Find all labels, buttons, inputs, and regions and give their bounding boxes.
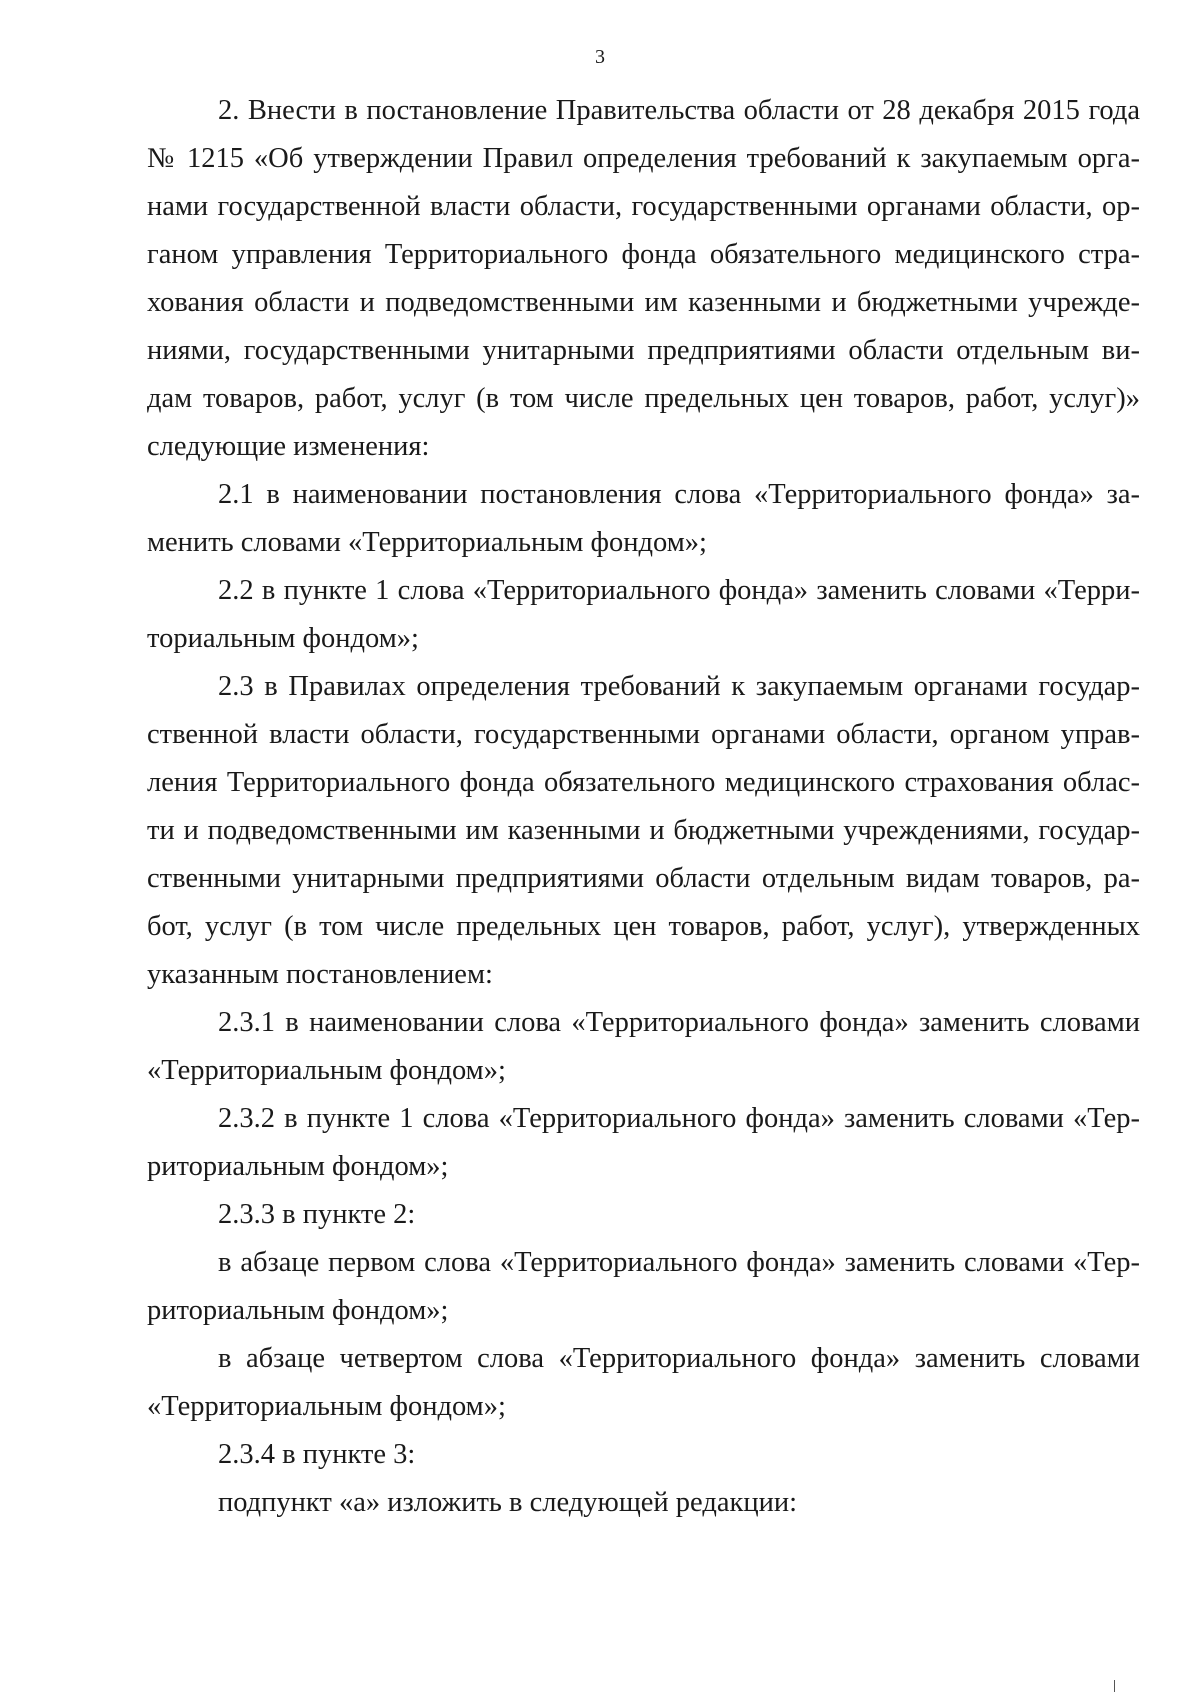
page-number: 3 — [595, 46, 605, 68]
paragraph-item-2-3: 2.3 в Правилах определения требований к закупаемым органами государственной власти области, государственными органами области, органом управления Территориального фонда обязательного медицинского страхования области и подведомственными им казенными и бюджетными учреждениями, государственными унитарными предприятиями области отдельным видам товаров, работ, услуг (в том числе предельных цен товаров, работ, услуг), утвержденных указанным постановлением: — [147, 671, 1140, 990]
paragraph-item-2-3-3: 2.3.3 в пункте 2: — [218, 1199, 416, 1230]
paragraph-subitem-a: подпункт «а» изложить в следующей редакции: — [218, 1487, 797, 1518]
paragraph-item-2-2: 2.2 в пункте 1 слова «Территориального фонда» заменить словами «Территориальным фондом»; — [147, 575, 1140, 654]
paragraph-subitem-fourth-abzac: в абзаце четвертом слова «Территориального фонда» заменить словами «Территориальным фондом»; — [147, 1343, 1140, 1422]
paragraph-item-2: 2. Внести в постановление Правительства области от 28 декабря 2015 года № 1215 «Об утверждении Правил определения требований к закупаемым органами государственной власти области, государственными органами области, органом управления Территориального фонда обязательного медицинского страхования области и подведомственными им казенными и бюджетными учреждениями, государственными унитарными предприятиями области отдельным видам товаров, работ, услуг (в том числе предельных цен товаров, работ, услуг)» следующие изменения: — [147, 95, 1140, 462]
paragraph-item-2-3-2: 2.3.2 в пункте 1 слова «Территориального фонда» заменить словами «Территориальным фондом»; — [147, 1103, 1140, 1182]
paragraph-item-2-3-1: 2.3.1 в наименовании слова «Территориального фонда» заменить словами «Территориальным фондом»; — [147, 1007, 1140, 1086]
paragraph-item-2-1: 2.1 в наименовании постановления слова «Территориального фонда» заменить словами «Территориальным фондом»; — [147, 479, 1140, 558]
scan-mark — [1114, 1680, 1115, 1692]
paragraph-subitem-first-abzac: в абзаце первом слова «Территориального фонда» заменить словами «Территориальным фондом»; — [147, 1247, 1140, 1326]
paragraph-item-2-3-4: 2.3.4 в пункте 3: — [218, 1439, 416, 1470]
document-body — [147, 87, 1140, 1527]
